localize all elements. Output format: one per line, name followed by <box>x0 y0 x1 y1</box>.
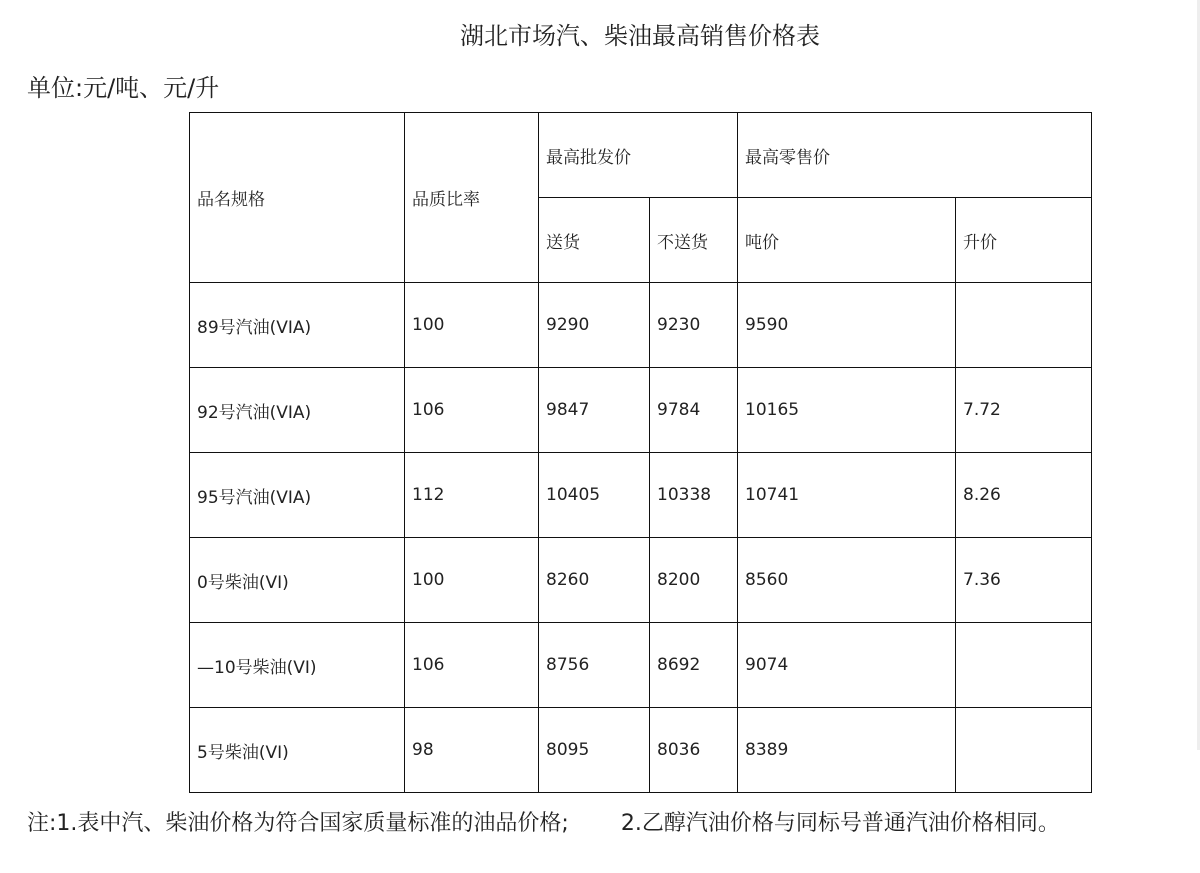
cell-per-liter <box>956 623 1092 708</box>
cell-delivery: 9847 <box>539 368 650 453</box>
cell-name: 0号柴油(VI) <box>190 538 405 623</box>
cell-name: —10号柴油(VI) <box>190 623 405 708</box>
cell-per-ton: 10741 <box>738 453 956 538</box>
cell-per-liter: 7.36 <box>956 538 1092 623</box>
footnote-1: 注:1.表中汽、柴油价格为符合国家质量标准的油品价格; <box>27 811 569 836</box>
header-name: 品名规格 <box>190 113 405 283</box>
cell-ratio: 100 <box>405 283 539 368</box>
cell-delivery: 8095 <box>539 708 650 793</box>
cell-per-ton: 10165 <box>738 368 956 453</box>
cell-per-liter: 8.26 <box>956 453 1092 538</box>
cell-no-delivery: 9784 <box>650 368 738 453</box>
cell-no-delivery: 8036 <box>650 708 738 793</box>
header-per-liter: 升价 <box>956 198 1092 283</box>
table-row <box>190 538 1092 623</box>
cell-per-ton: 8389 <box>738 708 956 793</box>
cell-ratio: 106 <box>405 623 539 708</box>
cell-no-delivery: 10338 <box>650 453 738 538</box>
table-row <box>190 368 1092 453</box>
cell-ratio: 106 <box>405 368 539 453</box>
unit-label: 单位:元/吨、元/升 <box>27 74 220 102</box>
footnote <box>27 808 1060 840</box>
cell-delivery: 8260 <box>539 538 650 623</box>
table-row <box>190 623 1092 708</box>
cell-ratio: 98 <box>405 708 539 793</box>
cell-no-delivery: 8692 <box>650 623 738 708</box>
header-retail: 最高零售价 <box>738 113 1092 198</box>
table-row <box>190 453 1092 538</box>
cell-delivery: 8756 <box>539 623 650 708</box>
cell-per-liter: 7.72 <box>956 368 1092 453</box>
table-header-row <box>190 113 1092 198</box>
page-title: 湖北市场汽、柴油最高销售价格表 <box>460 22 820 50</box>
cell-name: 92号汽油(VIA) <box>190 368 405 453</box>
header-ratio: 品质比率 <box>405 113 539 283</box>
cell-name: 89号汽油(VIA) <box>190 283 405 368</box>
header-no-delivery: 不送货 <box>650 198 738 283</box>
cell-name: 5号柴油(VI) <box>190 708 405 793</box>
cell-no-delivery: 8200 <box>650 538 738 623</box>
cell-ratio: 112 <box>405 453 539 538</box>
cell-per-liter <box>956 708 1092 793</box>
cell-name: 95号汽油(VIA) <box>190 453 405 538</box>
cell-delivery: 10405 <box>539 453 650 538</box>
cell-delivery: 9290 <box>539 283 650 368</box>
cell-per-ton: 8560 <box>738 538 956 623</box>
header-wholesale: 最高批发价 <box>539 113 738 198</box>
cell-per-liter <box>956 283 1092 368</box>
header-per-ton: 吨价 <box>738 198 956 283</box>
table-row <box>190 283 1092 368</box>
cell-per-ton: 9074 <box>738 623 956 708</box>
cell-ratio: 100 <box>405 538 539 623</box>
price-table <box>189 112 1092 793</box>
footnote-2: 2.乙醇汽油价格与同标号普通汽油价格相同。 <box>620 811 1060 836</box>
cell-no-delivery: 9230 <box>650 283 738 368</box>
cell-per-ton: 9590 <box>738 283 956 368</box>
header-delivery: 送货 <box>539 198 650 283</box>
table-row <box>190 708 1092 793</box>
